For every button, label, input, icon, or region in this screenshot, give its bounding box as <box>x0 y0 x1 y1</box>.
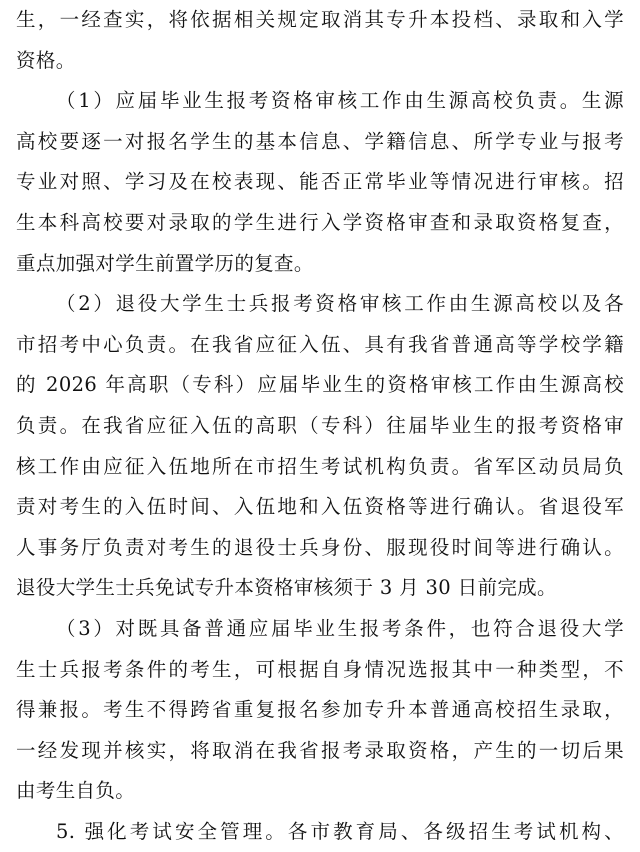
text-line: （1）应届毕业生报考资格审核工作由生源高校负责。生源 <box>56 89 624 113</box>
text-line: 核工作由应征入伍地所在市招生考试机构负责。省军区动员局负 <box>16 454 624 478</box>
text-line: 高校要逐一对报名学生的基本信息、学籍信息、所学专业与报考 <box>16 129 624 153</box>
text-line: 生，一经查实，将依据相关规定取消其专升本投档、录取和入学 <box>16 8 624 31</box>
text-line: 得兼报。考生不得跨省重复报名参加专升本普通高校招生录取， <box>16 698 624 722</box>
text-line: 生本科高校要对录取的学生进行入学资格审查和录取资格复查， <box>16 210 624 234</box>
text-line: （3）对既具备普通应届毕业生报考条件，也符合退役大学 <box>56 616 624 640</box>
text-line: 人事务厅负责对考生的退役士兵身份、服现役时间等进行确认。 <box>16 535 624 559</box>
text-line: 资格。 <box>16 48 76 72</box>
text-line: （2）退役大学生士兵报考资格审核工作由生源高校以及各 <box>56 292 624 316</box>
text-line: 责对考生的入伍时间、入伍地和入伍资格等进行确认。省退役军 <box>16 495 624 519</box>
text-line: 由考生自负。 <box>16 779 136 803</box>
text-line: 生士兵报考条件的考生，可根据自身情况选报其中一种类型，不 <box>16 657 624 681</box>
text-line: 市招考中心负责。在我省应征入伍、具有我省普通高等学校学籍 <box>16 332 624 356</box>
text-line: 专业对照、学习及在校表现、能否正常毕业等情况进行审核。招 <box>16 170 624 194</box>
text-line: 5. 强化考试安全管理。各市教育局、各级招生考试机构、 <box>56 819 624 843</box>
text-line: 负责。在我省应征入伍的高职（专科）往届毕业生的报考资格审 <box>16 413 624 437</box>
text-line: 的 2026 年高职（专科）应届毕业生的资格审核工作由生源高校 <box>16 373 624 397</box>
text-line: 退役大学生士兵免试专升本资格审核须于 3 月 30 日前完成。 <box>16 576 557 600</box>
document-body <box>16 0 624 852</box>
text-line: 重点加强对学生前置学历的复查。 <box>16 251 314 275</box>
text-line: 一经发现并核实，将取消在我省报考录取资格，产生的一切后果 <box>16 738 624 762</box>
